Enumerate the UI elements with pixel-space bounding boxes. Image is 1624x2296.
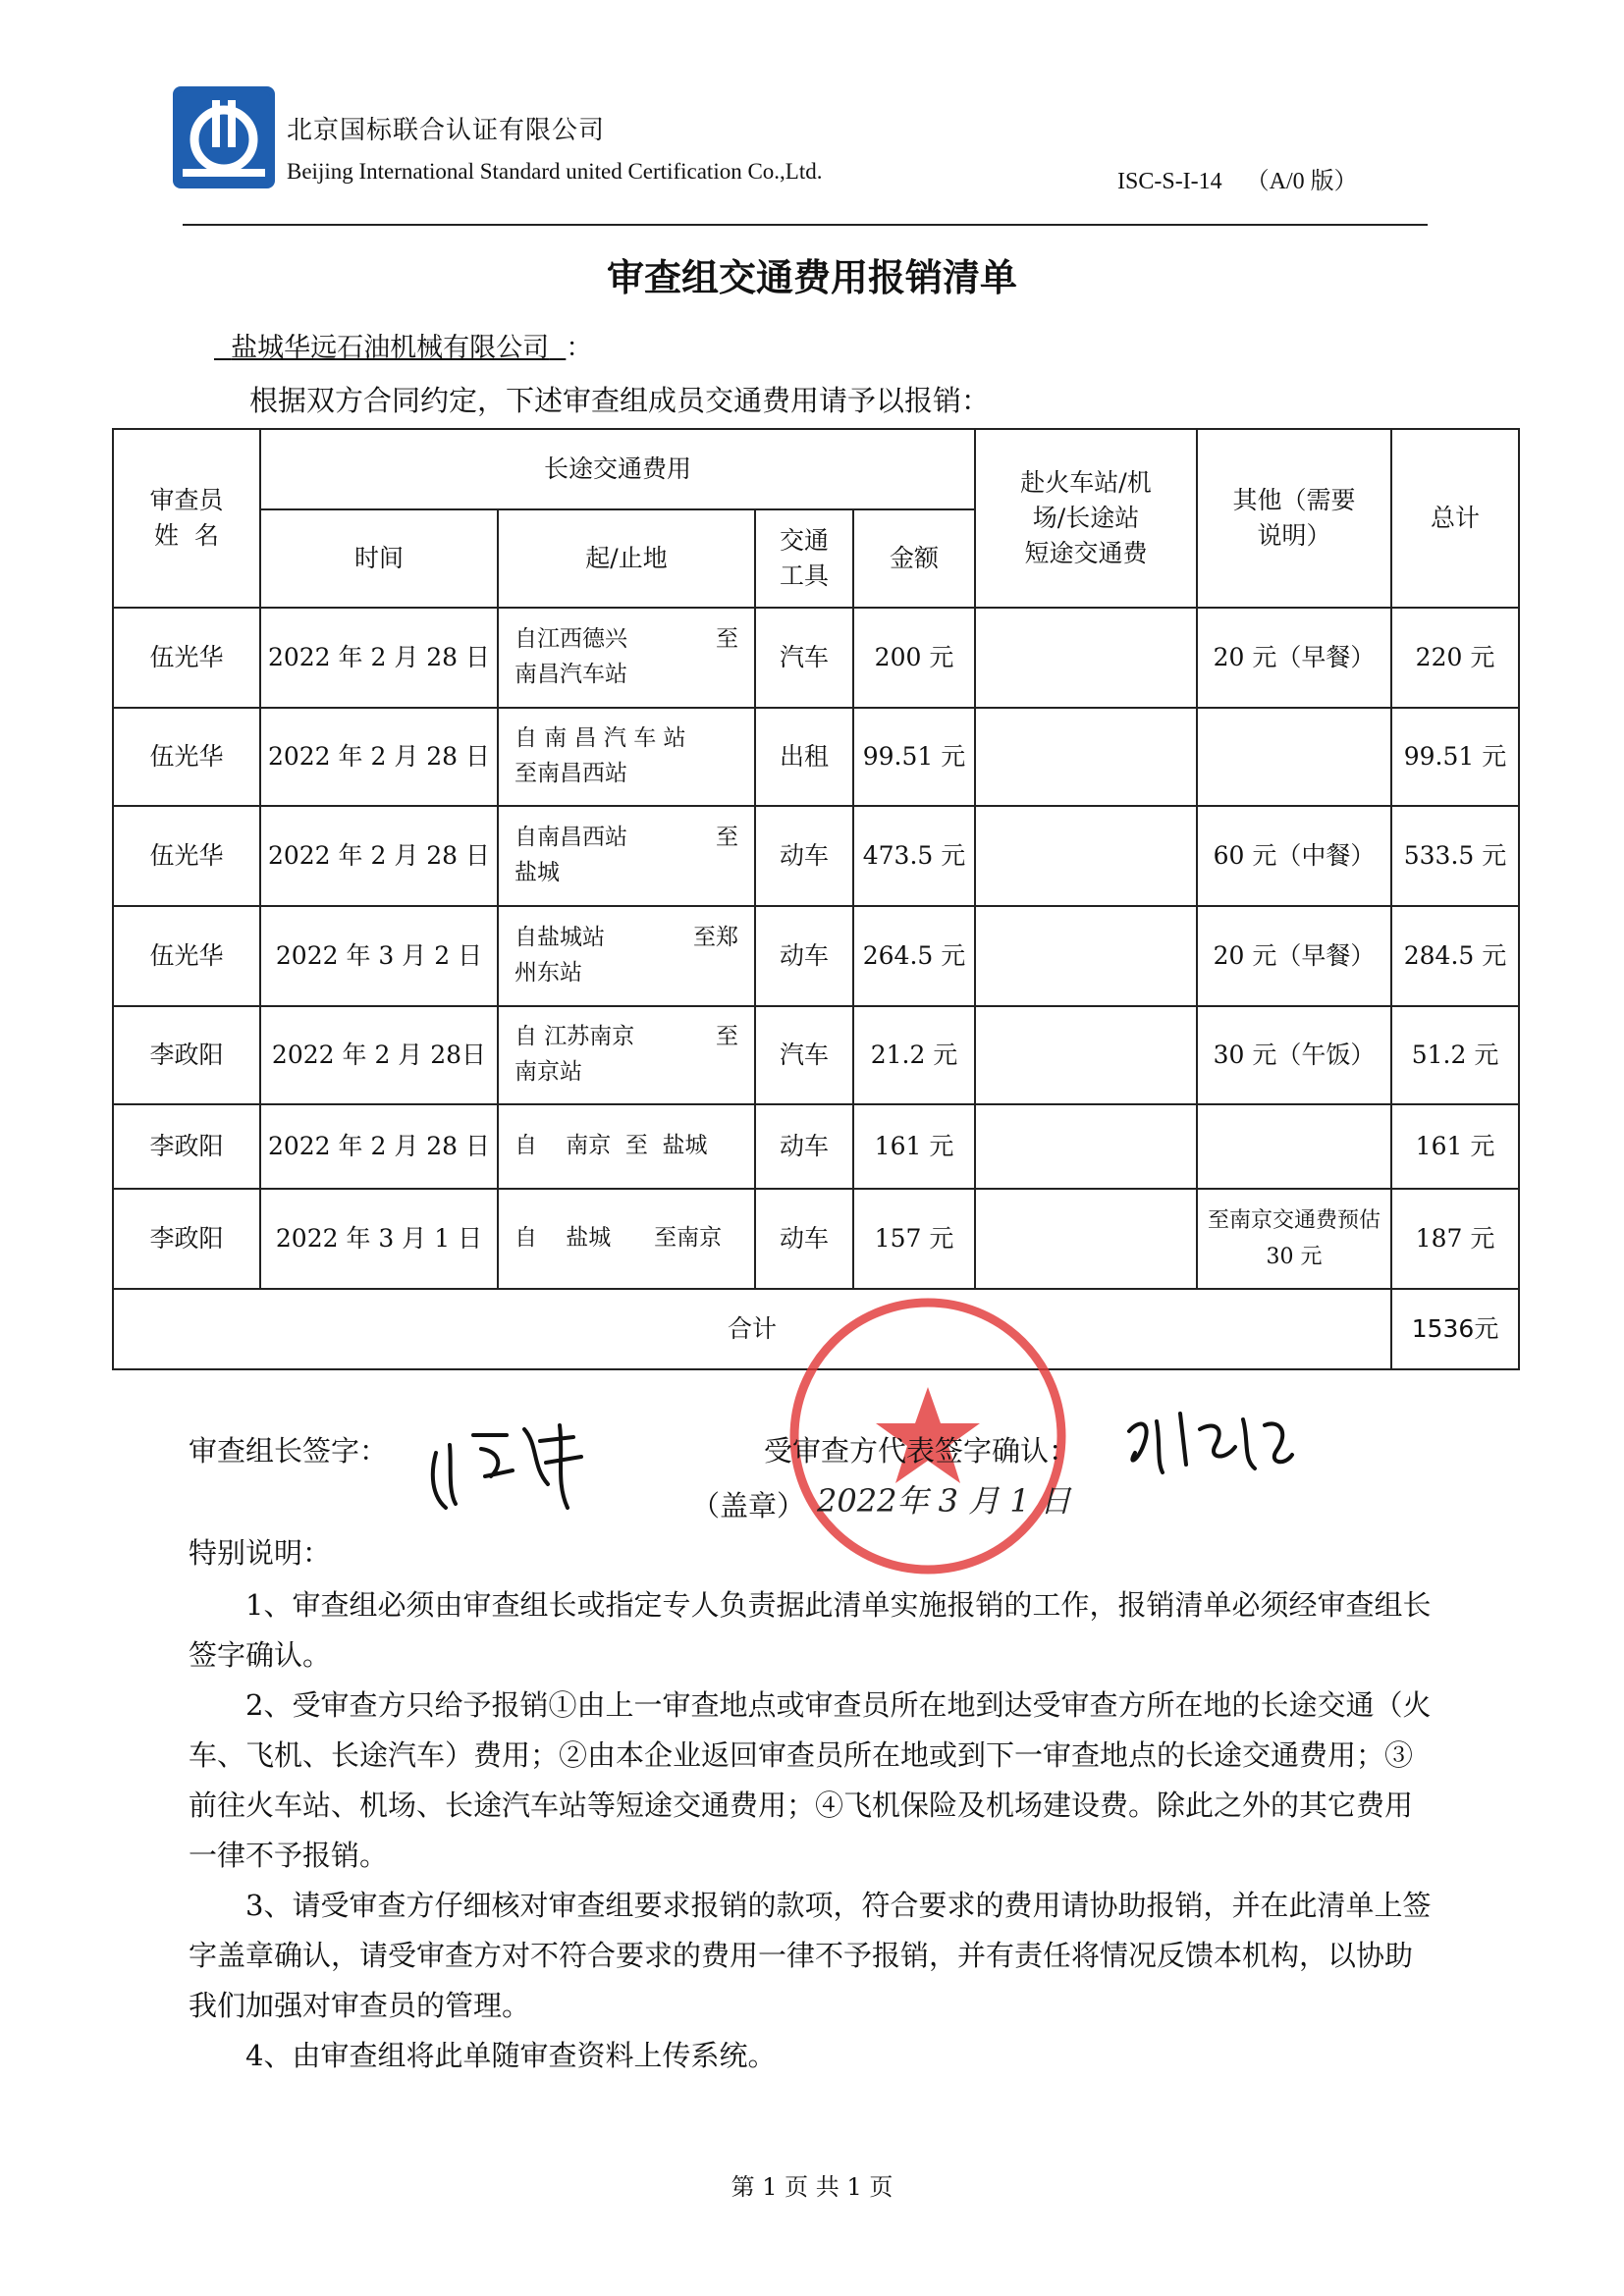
cell-local	[975, 708, 1197, 806]
table-row	[113, 608, 1519, 708]
cell-local	[975, 1006, 1197, 1104]
cell-name: 李政阳	[113, 1104, 260, 1189]
cell-amount: 161 元	[853, 1104, 975, 1189]
cell-route: 自盐城站 至郑 州东站	[498, 906, 755, 1006]
cell-total: 51.2 元	[1391, 1006, 1519, 1104]
cell-route: 自 盐城 至南京	[498, 1189, 755, 1289]
cell-amount: 21.2 元	[853, 1006, 975, 1104]
cell-transport: 动车	[755, 906, 853, 1006]
cell-transport: 汽车	[755, 608, 853, 708]
header-auditor: 审查员 姓 名	[113, 429, 260, 608]
doc-code: ISC-S-I-14	[1117, 169, 1222, 194]
cell-route: 自 江苏南京 至 南京站	[498, 1006, 755, 1104]
company-logo	[173, 86, 275, 188]
leader-signature-label: 审查组长签字：	[189, 1434, 389, 1468]
logo-mark-icon	[173, 86, 275, 188]
cell-route: 自 南 昌 汽 车 站 至南昌西站	[498, 708, 755, 806]
cell-transport: 动车	[755, 1189, 853, 1289]
cell-date: 2022 年 3 月 1 日	[260, 1189, 498, 1289]
document-number	[1117, 161, 1358, 195]
cell-transport: 动车	[755, 1104, 853, 1189]
table-row	[113, 806, 1519, 906]
cell-total: 533.5 元	[1391, 806, 1519, 906]
cell-date: 2022 年 2 月 28 日	[260, 806, 498, 906]
expense-table	[112, 428, 1520, 1370]
cell-date: 2022 年 2 月 28日	[260, 1006, 498, 1104]
table-row	[113, 708, 1519, 806]
cell-local	[975, 1104, 1197, 1189]
table-row	[113, 906, 1519, 1006]
footer-label: 合计	[113, 1289, 1391, 1369]
header-long-distance: 长途交通费用	[260, 429, 975, 509]
cell-other	[1197, 1104, 1391, 1189]
cell-transport: 汽车	[755, 1006, 853, 1104]
cell-route: 自南昌西站 至 盐城	[498, 806, 755, 906]
cell-total: 187 元	[1391, 1189, 1519, 1289]
cell-date: 2022 年 3 月 2 日	[260, 906, 498, 1006]
header-local-transport: 赴火车站/机 场/长途站 短途交通费	[975, 429, 1197, 608]
cell-local	[975, 806, 1197, 906]
signature-date: 2022年 3 月 1 日	[817, 1482, 1071, 1520]
cell-other: 60 元（中餐）	[1197, 806, 1391, 906]
table-row	[113, 1189, 1519, 1289]
notes-title: 特别说明：	[189, 1536, 332, 1570]
table-row	[113, 1104, 1519, 1189]
note-item-2: 2、受审查方只给予报销①由上一审查地点或审查员所在地到达受审查方所在地的长途交通（火车、飞机、长途汽车）费用；②由本企业返回审查员所在地或到下一审查地点的长途交通费用；③前往火车站、机场、长途汽车站等短途交通费用；④飞机保险及机场建设费。除此之外的其它费用一律不予报销。	[189, 1688, 1432, 1872]
cell-other: 30 元（午饭）	[1197, 1006, 1391, 1104]
cell-date: 2022 年 2 月 28 日	[260, 608, 498, 708]
cell-other: 至南京交通费预估 30 元	[1197, 1189, 1391, 1289]
header-amount: 金额	[853, 509, 975, 608]
cell-local	[975, 608, 1197, 708]
cell-name: 伍光华	[113, 806, 260, 906]
cell-name: 李政阳	[113, 1189, 260, 1289]
header-route: 起/止地	[498, 509, 755, 608]
cell-name: 李政阳	[113, 1006, 260, 1104]
addressee-company: 盐城华远石油机械有限公司	[231, 333, 550, 363]
cell-date: 2022 年 2 月 28 日	[260, 708, 498, 806]
intro-text: 根据双方合同约定，下述审查组成员交通费用请予以报销：	[249, 384, 991, 417]
cell-name: 伍光华	[113, 608, 260, 708]
cell-total: 220 元	[1391, 608, 1519, 708]
addressee-colon: ：	[566, 333, 593, 363]
header-divider	[183, 224, 1428, 226]
auditee-signature-label: 受审查方代表签字确认：	[764, 1434, 1078, 1468]
footer-total: 1536元	[1391, 1289, 1519, 1369]
cell-other	[1197, 708, 1391, 806]
seal-label: （盖章）	[691, 1489, 806, 1522]
cell-other: 20 元（早餐）	[1197, 608, 1391, 708]
note-item-1: 1、审查组必须由审查组长或指定专人负责据此清单实施报销的工作，报销清单必须经审查组长签字确认。	[189, 1588, 1432, 1672]
cell-transport: 动车	[755, 806, 853, 906]
header-transport: 交通 工具	[755, 509, 853, 608]
note-item-3: 3、请受审查方仔细核对审查组要求报销的款项，符合要求的费用请协助报销，并在此清单上签字盖章确认，请受审查方对不符合要求的费用一律不予报销，并有责任将情况反馈本机构，以协助我们加强对审查员的管理。	[189, 1889, 1432, 2022]
cell-total: 284.5 元	[1391, 906, 1519, 1006]
cell-amount: 157 元	[853, 1189, 975, 1289]
cell-route: 自 南京 至 盐城	[498, 1104, 755, 1189]
cell-name: 伍光华	[113, 906, 260, 1006]
header-total: 总计	[1391, 429, 1519, 608]
company-name-en: Beijing International Standard united Certification Co.,Ltd.	[287, 159, 823, 184]
doc-version: （A/0 版）	[1245, 169, 1358, 194]
cell-transport: 出租	[755, 708, 853, 806]
leader-signature	[422, 1406, 599, 1514]
table-row	[113, 1006, 1519, 1104]
note-item-4: 4、由审查组将此单随审查资料上传系统。	[245, 2039, 777, 2072]
cell-amount: 99.51 元	[853, 708, 975, 806]
auditee-signature	[1117, 1402, 1300, 1484]
cell-amount: 264.5 元	[853, 906, 975, 1006]
cell-local	[975, 906, 1197, 1006]
cell-date: 2022 年 2 月 28 日	[260, 1104, 498, 1189]
header-other: 其他（需要 说明）	[1197, 429, 1391, 608]
header-time: 时间	[260, 509, 498, 608]
cell-total: 161 元	[1391, 1104, 1519, 1189]
cell-route: 自江西德兴 至 南昌汽车站	[498, 608, 755, 708]
cell-name: 伍光华	[113, 708, 260, 806]
page-title: 审查组交通费用报销清单	[606, 256, 1017, 299]
cell-total: 99.51 元	[1391, 708, 1519, 806]
addressee-line	[214, 326, 592, 364]
cell-amount: 200 元	[853, 608, 975, 708]
cell-other: 20 元（早餐）	[1197, 906, 1391, 1006]
cell-amount: 473.5 元	[853, 806, 975, 906]
company-name-cn: 北京国标联合认证有限公司	[287, 116, 606, 145]
page-number: 第 1 页 共 1 页	[731, 2173, 893, 2201]
cell-local	[975, 1189, 1197, 1289]
